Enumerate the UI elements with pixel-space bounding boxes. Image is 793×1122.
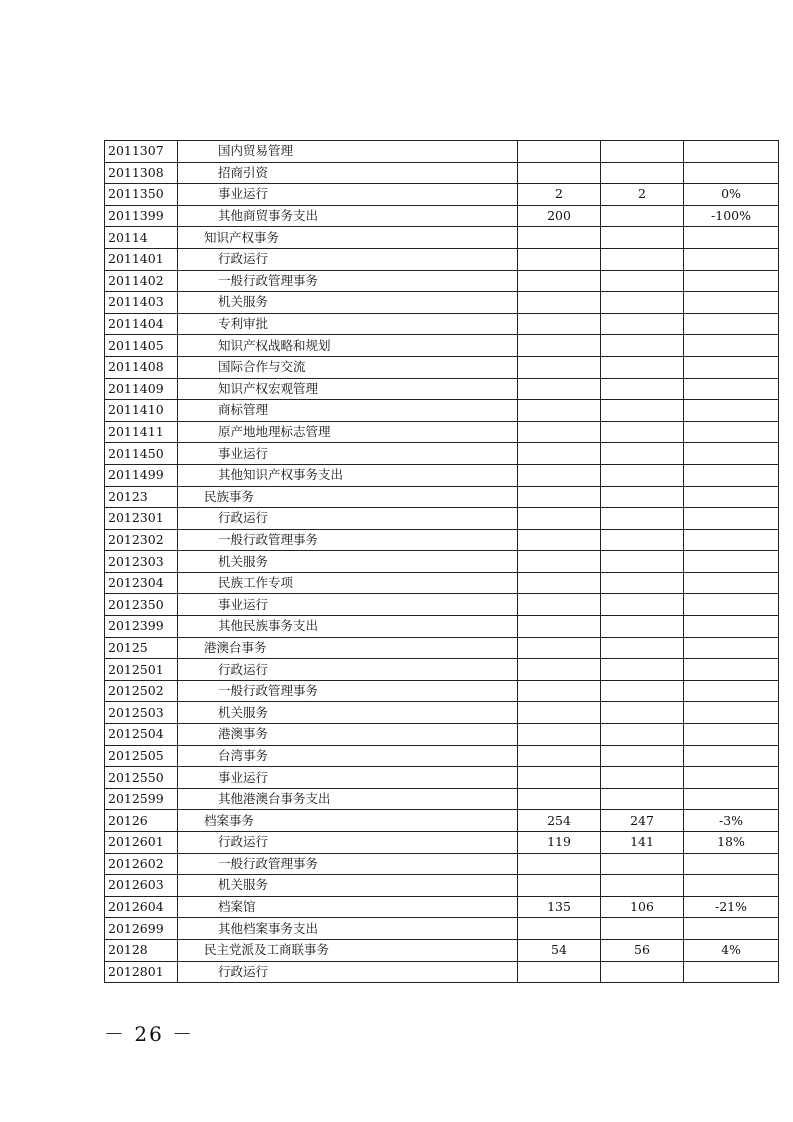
cell-name: 行政运行 [178,832,518,854]
cell-value-1 [518,637,601,659]
cell-value-2 [601,551,684,573]
table-row [105,313,779,335]
cell-value-2 [601,788,684,810]
cell-code: 2012504 [105,724,178,746]
cell-name: 机关服务 [178,551,518,573]
cell-value-2 [601,421,684,443]
cell-change [684,270,779,292]
cell-value-1 [518,335,601,357]
table-row [105,637,779,659]
cell-code: 2012601 [105,832,178,854]
cell-change [684,443,779,465]
cell-code: 2012602 [105,853,178,875]
cell-value-1 [518,270,601,292]
cell-value-2: 106 [601,896,684,918]
cell-value-2 [601,961,684,983]
cell-name: 档案事务 [178,810,518,832]
cell-code: 20123 [105,486,178,508]
cell-value-2 [601,292,684,314]
cell-code: 2012399 [105,616,178,638]
cell-name: 事业运行 [178,184,518,206]
cell-change [684,788,779,810]
cell-change [684,853,779,875]
cell-name: 一般行政管理事务 [178,680,518,702]
cell-name: 知识产权战略和规划 [178,335,518,357]
cell-value-1 [518,421,601,443]
cell-code: 20114 [105,227,178,249]
cell-name: 港澳台事务 [178,637,518,659]
cell-name: 民族事务 [178,486,518,508]
cell-change [684,572,779,594]
cell-value-1 [518,918,601,940]
cell-value-1: 135 [518,896,601,918]
cell-value-2 [601,356,684,378]
cell-change [684,875,779,897]
cell-value-1: 54 [518,939,601,961]
cell-value-1 [518,853,601,875]
cell-change [684,508,779,530]
cell-change: -3% [684,810,779,832]
table-row [105,875,779,897]
cell-value-2 [601,313,684,335]
cell-value-1 [518,767,601,789]
cell-change [684,594,779,616]
cell-name: 其他民族事务支出 [178,616,518,638]
table-row [105,939,779,961]
cell-value-1 [518,594,601,616]
cell-value-2 [601,637,684,659]
cell-value-2 [601,529,684,551]
cell-value-2 [601,594,684,616]
table-row [105,508,779,530]
cell-code: 20126 [105,810,178,832]
table-row [105,162,779,184]
cell-change [684,248,779,270]
table-row [105,335,779,357]
cell-value-2 [601,270,684,292]
cell-change [684,335,779,357]
cell-value-2 [601,745,684,767]
cell-value-1 [518,313,601,335]
cell-value-2 [601,335,684,357]
cell-change [684,767,779,789]
cell-value-2 [601,162,684,184]
table-row [105,529,779,551]
cell-name: 国内贸易管理 [178,141,518,163]
cell-code: 2011410 [105,400,178,422]
cell-change [684,637,779,659]
cell-value-2 [601,248,684,270]
cell-value-2 [601,724,684,746]
cell-value-2: 56 [601,939,684,961]
table-row [105,227,779,249]
table-row [105,616,779,638]
cell-name: 一般行政管理事务 [178,853,518,875]
cell-change [684,356,779,378]
cell-name: 知识产权事务 [178,227,518,249]
cell-code: 2011350 [105,184,178,206]
cell-value-1 [518,141,601,163]
cell-change: -100% [684,205,779,227]
cell-name: 其他港澳台事务支出 [178,788,518,810]
table-row [105,421,779,443]
cell-name: 事业运行 [178,443,518,465]
cell-change [684,616,779,638]
table-row [105,486,779,508]
cell-change [684,378,779,400]
table-row [105,767,779,789]
table-row [105,680,779,702]
cell-code: 2011401 [105,248,178,270]
cell-change [684,551,779,573]
cell-code: 2011409 [105,378,178,400]
cell-code: 2012699 [105,918,178,940]
cell-name: 事业运行 [178,594,518,616]
cell-value-1 [518,248,601,270]
table-row [105,788,779,810]
cell-value-2 [601,443,684,465]
cell-code: 2011405 [105,335,178,357]
table-row [105,853,779,875]
cell-name: 一般行政管理事务 [178,270,518,292]
cell-value-1 [518,702,601,724]
cell-change: -21% [684,896,779,918]
cell-value-1 [518,227,601,249]
table-row [105,378,779,400]
cell-code: 2012505 [105,745,178,767]
cell-name: 专利审批 [178,313,518,335]
cell-change [684,421,779,443]
cell-value-1 [518,659,601,681]
cell-code: 2011402 [105,270,178,292]
cell-code: 2012302 [105,529,178,551]
cell-name: 行政运行 [178,508,518,530]
cell-name: 一般行政管理事务 [178,529,518,551]
cell-change [684,745,779,767]
cell-value-2 [601,227,684,249]
cell-change [684,724,779,746]
cell-name: 其他商贸事务支出 [178,205,518,227]
cell-value-2 [601,702,684,724]
cell-code: 20125 [105,637,178,659]
table-row [105,594,779,616]
cell-code: 2012604 [105,896,178,918]
table-row [105,810,779,832]
cell-value-2 [601,464,684,486]
cell-code: 2012599 [105,788,178,810]
table-row [105,572,779,594]
table-row [105,141,779,163]
cell-name: 民主党派及工商联事务 [178,939,518,961]
table-row [105,356,779,378]
cell-change: 0% [684,184,779,206]
cell-value-1 [518,486,601,508]
cell-change [684,141,779,163]
cell-code: 2011411 [105,421,178,443]
cell-value-2 [601,616,684,638]
table-row [105,724,779,746]
cell-value-1: 2 [518,184,601,206]
cell-code: 2012801 [105,961,178,983]
cell-change [684,680,779,702]
cell-change [684,292,779,314]
cell-value-1 [518,788,601,810]
cell-value-2 [601,680,684,702]
table-row [105,896,779,918]
cell-name: 国际合作与交流 [178,356,518,378]
cell-value-1 [518,961,601,983]
table-row [105,443,779,465]
cell-change [684,162,779,184]
budget-table-body [105,141,779,983]
cell-change [684,400,779,422]
cell-name: 事业运行 [178,767,518,789]
cell-change [684,961,779,983]
cell-name: 机关服务 [178,875,518,897]
cell-name: 民族工作专项 [178,572,518,594]
cell-value-2 [601,572,684,594]
cell-value-1: 119 [518,832,601,854]
cell-value-1 [518,443,601,465]
cell-code: 2012501 [105,659,178,681]
cell-code: 2011307 [105,141,178,163]
table-row [105,270,779,292]
cell-name: 原产地地理标志管理 [178,421,518,443]
cell-value-2 [601,918,684,940]
cell-code: 2011404 [105,313,178,335]
cell-value-1 [518,875,601,897]
cell-value-1 [518,292,601,314]
cell-change [684,702,779,724]
cell-code: 2012350 [105,594,178,616]
cell-name: 港澳事务 [178,724,518,746]
cell-code: 2011308 [105,162,178,184]
table-row [105,961,779,983]
cell-value-1 [518,680,601,702]
cell-value-2 [601,378,684,400]
cell-value-2 [601,400,684,422]
table-row [105,832,779,854]
cell-value-1 [518,378,601,400]
cell-name: 知识产权宏观管理 [178,378,518,400]
table-row [105,702,779,724]
cell-change [684,486,779,508]
cell-code: 2012502 [105,680,178,702]
cell-value-1 [518,464,601,486]
cell-value-2 [601,508,684,530]
cell-name: 其他档案事务支出 [178,918,518,940]
table-row [105,745,779,767]
table-row [105,205,779,227]
cell-value-1 [518,356,601,378]
cell-value-2 [601,486,684,508]
cell-value-2 [601,141,684,163]
cell-value-2: 2 [601,184,684,206]
table-row [105,400,779,422]
cell-change: 18% [684,832,779,854]
cell-name: 机关服务 [178,702,518,724]
cell-name: 行政运行 [178,961,518,983]
cell-code: 2011450 [105,443,178,465]
cell-value-1: 254 [518,810,601,832]
cell-value-2: 247 [601,810,684,832]
cell-code: 2012301 [105,508,178,530]
cell-change [684,918,779,940]
cell-name: 机关服务 [178,292,518,314]
cell-value-2 [601,659,684,681]
cell-value-2 [601,875,684,897]
cell-code: 2012303 [105,551,178,573]
cell-value-1: 200 [518,205,601,227]
cell-code: 2011403 [105,292,178,314]
table-row [105,659,779,681]
cell-value-1 [518,508,601,530]
cell-value-2 [601,205,684,227]
cell-value-1 [518,400,601,422]
cell-code: 2012503 [105,702,178,724]
cell-code: 2011399 [105,205,178,227]
cell-value-2 [601,853,684,875]
cell-change [684,659,779,681]
cell-value-1 [518,724,601,746]
cell-value-1 [518,572,601,594]
cell-code: 2011408 [105,356,178,378]
cell-name: 商标管理 [178,400,518,422]
table-row [105,184,779,206]
cell-value-1 [518,529,601,551]
table-row [105,292,779,314]
table-row [105,464,779,486]
cell-name: 行政运行 [178,659,518,681]
cell-code: 2012550 [105,767,178,789]
cell-value-1 [518,162,601,184]
budget-table [104,140,779,983]
cell-change [684,464,779,486]
cell-change: 4% [684,939,779,961]
cell-code: 2012304 [105,572,178,594]
cell-value-1 [518,551,601,573]
cell-name: 其他知识产权事务支出 [178,464,518,486]
cell-code: 2012603 [105,875,178,897]
cell-value-2: 141 [601,832,684,854]
cell-name: 招商引资 [178,162,518,184]
cell-name: 档案馆 [178,896,518,918]
table-row [105,248,779,270]
cell-code: 2011499 [105,464,178,486]
cell-value-2 [601,767,684,789]
cell-change [684,313,779,335]
table-row [105,918,779,940]
cell-change [684,529,779,551]
cell-name: 行政运行 [178,248,518,270]
cell-value-1 [518,745,601,767]
table-row [105,551,779,573]
page-number: － 26 － [104,1022,195,1046]
cell-change [684,227,779,249]
cell-value-1 [518,616,601,638]
cell-code: 20128 [105,939,178,961]
cell-name: 台湾事务 [178,745,518,767]
